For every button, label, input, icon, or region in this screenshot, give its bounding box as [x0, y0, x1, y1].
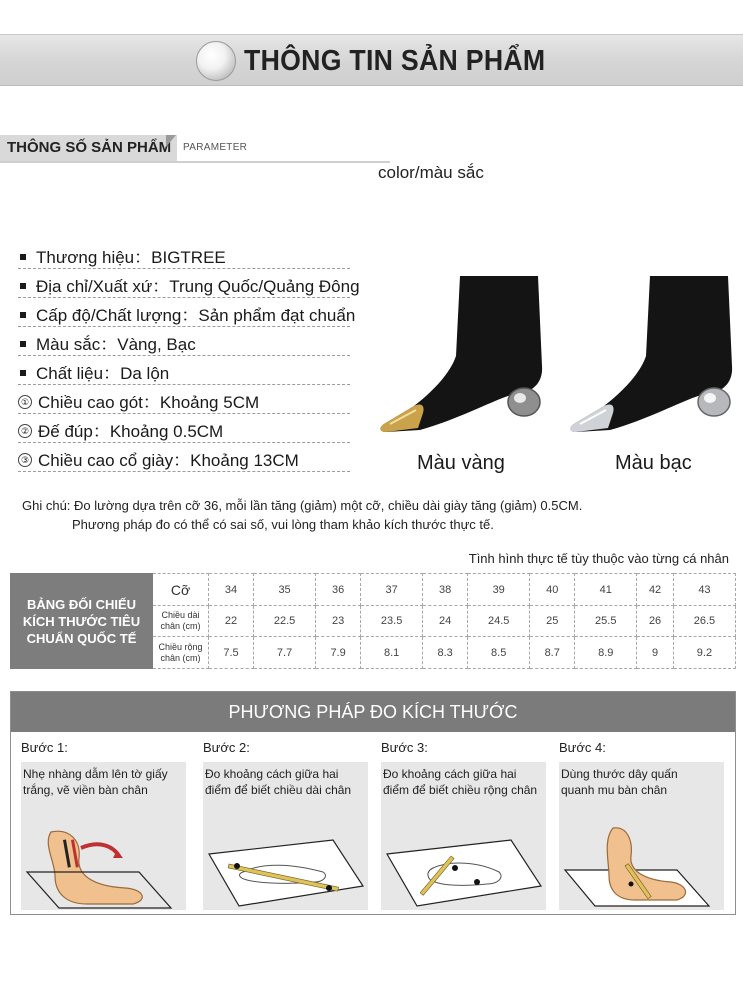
circled-number: ① — [18, 395, 32, 409]
banner-circle-icon — [196, 41, 236, 81]
spec-row — [18, 269, 360, 298]
step-number: Bước 1: — [21, 740, 68, 755]
spec-text: Cấp độ/Chất lượng：Sản phẩm đạt chuẩn — [36, 306, 356, 325]
size-cell: 34 — [209, 574, 254, 606]
step-card — [203, 762, 368, 910]
length-cell: 26 — [637, 606, 674, 637]
spec-text: Chiều cao cổ giày：Khoảng 13CM — [38, 451, 299, 470]
bullet-icon — [20, 283, 26, 289]
size-table — [10, 573, 736, 669]
circled-number: ③ — [18, 453, 32, 467]
bullet-icon — [20, 254, 26, 260]
spec-row — [18, 443, 350, 472]
spec-row — [18, 298, 356, 327]
bullet-icon — [20, 312, 26, 318]
tab-corner-icon — [166, 135, 176, 147]
step-card — [559, 762, 724, 910]
width-cell: 7.9 — [316, 637, 361, 669]
label-line: chân (cm) — [160, 621, 201, 631]
size-row-label: Cỡ — [153, 574, 209, 606]
spec-text: Đế đúp：Khoảng 0.5CM — [38, 422, 224, 441]
variant-label-gold: Màu vàng — [417, 452, 505, 474]
length-cell: 24.5 — [468, 606, 530, 637]
step-text-line: Đo khoảng cách giữa hai — [383, 767, 517, 781]
step-text-line: quanh mu bàn chân — [561, 783, 668, 797]
step-1 — [21, 740, 186, 910]
spec-row — [18, 356, 350, 385]
method-title: PHƯƠNG PHÁP ĐO KÍCH THƯỚC — [11, 692, 735, 732]
method-section — [10, 691, 736, 915]
width-cell: 8.7 — [530, 637, 575, 669]
width-row-label — [153, 637, 209, 669]
width-cell: 9 — [637, 637, 674, 669]
step-number: Bước 3: — [381, 740, 428, 755]
size-cell: 43 — [673, 574, 735, 606]
size-cell: 40 — [530, 574, 575, 606]
spec-text: Chiều cao gót：Khoảng 5CM — [38, 393, 260, 412]
size-table-heading — [11, 574, 153, 669]
note-line-2: Phương pháp đo có thể có sai số, vui lòng tham khảo kích thước thực tế. — [72, 517, 494, 532]
step-text-line: Đo khoảng cách giữa hai — [205, 767, 339, 781]
size-cell: 36 — [316, 574, 361, 606]
header-banner — [0, 34, 743, 86]
spec-row — [18, 385, 350, 414]
heading-line: KÍCH THƯỚC TIÊU — [22, 613, 141, 629]
label-line: Chiều rộng — [158, 641, 203, 652]
step-text-line: điểm để biết chiều rộng chân — [383, 783, 538, 797]
size-cell: 42 — [637, 574, 674, 606]
spec-text: Màu sắc：Vàng, Bạc — [36, 335, 196, 354]
length-cell: 25.5 — [575, 606, 637, 637]
divider — [0, 161, 390, 163]
heading-line: BẢNG ĐỐI CHIẾU — [26, 596, 137, 612]
length-cell: 25 — [530, 606, 575, 637]
spec-text: Địa chỉ/Xuất xứ：Trung Quốc/Quảng Đông — [36, 277, 360, 296]
variant-label-silver: Màu bạc — [615, 452, 692, 474]
length-cell: 22.5 — [254, 606, 316, 637]
param-sublabel: PARAMETER — [183, 142, 248, 153]
note-disclaimer: Tình hình thực tế tùy thuộc vào từng cá nhân — [468, 551, 729, 566]
size-cell: 41 — [575, 574, 637, 606]
measure-length-icon — [203, 810, 368, 910]
width-cell: 7.7 — [254, 637, 316, 669]
boot-gold-image — [360, 270, 550, 440]
width-cell: 8.3 — [423, 637, 468, 669]
label-line: chân (cm) — [160, 652, 201, 663]
length-cell: 26.5 — [673, 606, 735, 637]
length-cell: 22 — [209, 606, 254, 637]
step-4 — [559, 740, 724, 910]
note-line-1: Ghi chú: Đo lường dựa trên cỡ 36, mỗi lần tăng (giảm) một cỡ, chiều dài giày tăng (giảm) 0.5CM. — [22, 498, 583, 513]
measure-width-icon — [381, 810, 546, 910]
step-2 — [203, 740, 368, 910]
step-text-line: trắng, vẽ viền bàn chân — [23, 783, 148, 797]
step-card — [381, 762, 546, 910]
spec-list — [18, 240, 360, 472]
step-number: Bước 2: — [203, 740, 250, 755]
boot-silver-image — [550, 270, 740, 440]
step-text-line: điểm để biết chiều dài chân — [205, 783, 352, 797]
circled-number: ② — [18, 424, 32, 438]
step-text-line: Dùng thước dây quấn — [561, 767, 678, 781]
step-card — [21, 762, 186, 910]
spec-row — [18, 414, 350, 443]
size-cell: 38 — [423, 574, 468, 606]
step-number: Bước 4: — [559, 740, 606, 755]
size-cell: 37 — [361, 574, 423, 606]
step-3 — [381, 740, 546, 910]
length-cell: 23 — [316, 606, 361, 637]
foot-on-paper-icon — [21, 810, 186, 910]
page-title: THÔNG TIN SẢN PHẨM — [244, 45, 546, 77]
width-cell: 8.1 — [361, 637, 423, 669]
label-line: Chiều dài — [161, 610, 200, 620]
size-cell: 39 — [468, 574, 530, 606]
spec-text: Chất liệu：Da lộn — [36, 364, 170, 383]
spec-row — [18, 327, 350, 356]
tape-around-foot-icon — [559, 810, 724, 910]
length-cell: 24 — [423, 606, 468, 637]
width-cell: 9.2 — [673, 637, 735, 669]
width-cell: 8.5 — [468, 637, 530, 669]
bullet-icon — [20, 341, 26, 347]
size-cell: 35 — [254, 574, 316, 606]
table-row — [11, 574, 736, 606]
width-cell: 7.5 — [209, 637, 254, 669]
color-label: color/màu sắc — [378, 163, 484, 182]
step-text-line: Nhẹ nhàng dẫm lên tờ giấy — [23, 767, 168, 781]
width-cell: 8.9 — [575, 637, 637, 669]
length-row-label — [153, 606, 209, 637]
spec-row — [18, 240, 350, 269]
spec-text: Thương hiệu：BIGTREE — [36, 248, 226, 267]
bullet-icon — [20, 370, 26, 376]
param-tab: THÔNG SỐ SẢN PHẨM — [0, 135, 177, 161]
length-cell: 23.5 — [361, 606, 423, 637]
heading-line: CHUẨN QUỐC TẾ — [26, 630, 137, 646]
